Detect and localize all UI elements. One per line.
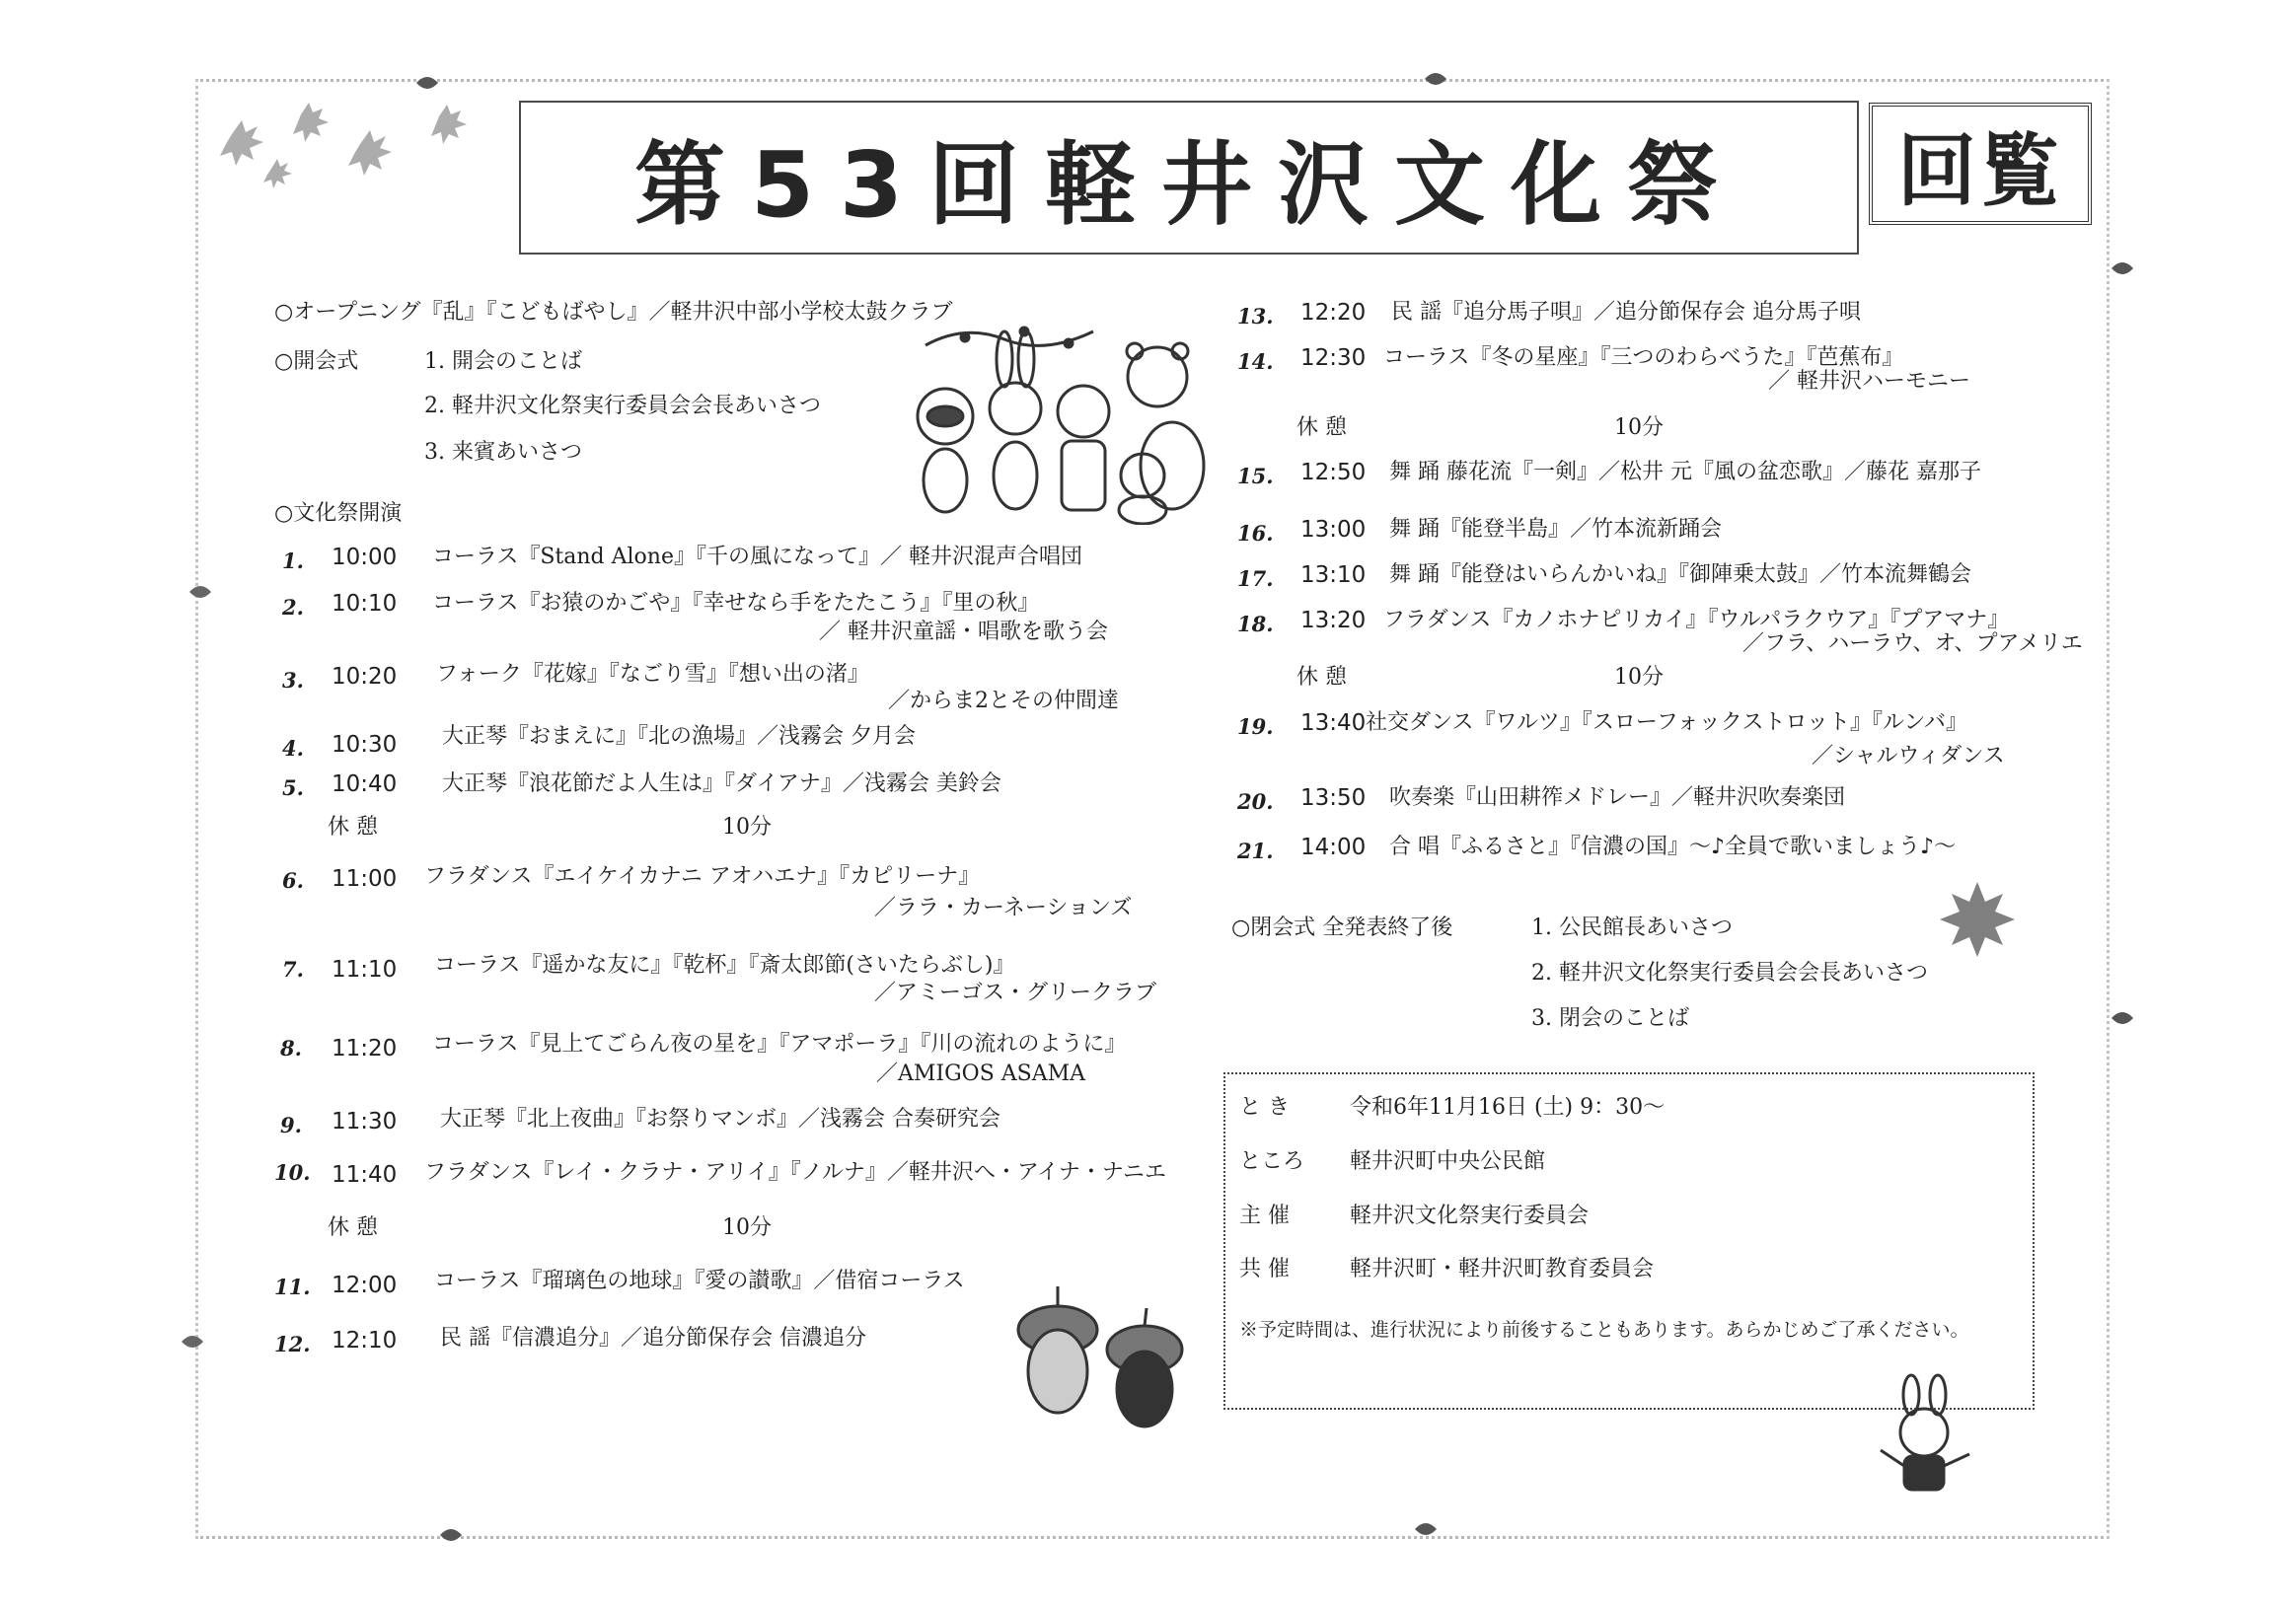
info-value-organizer: 軽井沢文化祭実行委員会 <box>1350 1204 1590 1228</box>
break-duration: 10分 <box>722 815 772 840</box>
opening-performance: ○オープニング『乱』『こどもばやし』／軽井沢中部小学校太鼓クラブ <box>274 300 953 325</box>
info-label-date: と き <box>1239 1095 1290 1120</box>
program-number: 21. <box>1237 839 1274 863</box>
program-number: 9. <box>280 1113 302 1137</box>
leaf-icon <box>187 582 213 602</box>
program-item: 大正琴『おまえに』『北の漁場』／浅霧会 夕月会 <box>442 724 916 749</box>
program-time: 11:40 <box>332 1162 398 1188</box>
program-time: 10:10 <box>332 591 398 617</box>
program-time: 12:30 <box>1300 345 1367 371</box>
opening-ceremony-item: 3. 来賓あいさつ <box>424 440 582 465</box>
program-item: コーラス『お猿のかごや』『幸せなら手をたたこう』『里の秋』 <box>432 591 1040 616</box>
program-item: 大正琴『北上夜曲』『お祭りマンボ』／浅霧会 合奏研究会 <box>440 1107 1000 1132</box>
opening-ceremony-item: 2. 軽井沢文化祭実行委員会会長あいさつ <box>424 394 821 418</box>
program-performer: ／AMIGOS ASAMA <box>876 1061 1086 1086</box>
program-item: コーラス『見上てごらん夜の星を』『アマポーラ』『川の流れのように』 <box>432 1032 1127 1057</box>
program-time: 13:00 <box>1300 517 1367 543</box>
break-label: 休 憩 <box>328 815 378 840</box>
maple-leaf-icon <box>1936 876 2019 959</box>
program-time: 11:00 <box>332 866 398 892</box>
closing-ceremony-item: 3. 閉会のことば <box>1531 1006 1689 1031</box>
program-item: フラダンス『エイケイカナニ アオハエナ』『カピリーナ』 <box>424 864 981 889</box>
leaf-icon <box>2110 258 2135 278</box>
program-item: コーラス『冬の星座』『三つのわらべうた』『芭蕉布』 <box>1383 345 1904 370</box>
program-performer: ／ララ・カーネーションズ <box>874 896 1133 920</box>
program-number: 10. <box>274 1160 311 1185</box>
program-number: 2. <box>282 595 304 620</box>
program-item: 社交ダンス『ワルツ』『スローフォックストロット』『ルンバ』 <box>1366 710 1967 735</box>
program-time: 13:40 <box>1300 710 1367 736</box>
program-number: 17. <box>1237 566 1274 591</box>
program-number: 15. <box>1237 464 1274 488</box>
info-value-date: 令和6年11月16日 (土) 9：30～ <box>1350 1095 1666 1120</box>
program-item: 民 謡『追分馬子唄』／追分節保存会 追分馬子唄 <box>1391 300 1861 325</box>
program-number: 11. <box>274 1275 311 1299</box>
opening-ceremony-item: 1. 開会のことば <box>424 349 582 374</box>
event-info-box <box>1223 1072 2035 1410</box>
program-number: 8. <box>280 1036 302 1061</box>
program-performer: ／ 軽井沢ハーモニー <box>1768 369 1970 394</box>
program-time: 10:40 <box>332 771 398 797</box>
border-right <box>2107 79 2110 1539</box>
program-time: 11:20 <box>332 1036 398 1061</box>
maple-leaves-corner-icon <box>212 95 508 193</box>
animal-band-illustration <box>906 318 1212 525</box>
program-item: 吹奏楽『山田耕筰メドレー』／軽井沢吹奏楽団 <box>1389 785 1846 810</box>
info-label-venue: ところ <box>1239 1149 1305 1174</box>
program-time: 12:10 <box>332 1328 398 1354</box>
program-number: 12. <box>274 1332 311 1356</box>
leaf-icon <box>414 73 440 93</box>
leaf-icon <box>1413 1519 1439 1539</box>
program-item: コーラス『Stand Alone』『千の風になって』／ 軽井沢混声合唱団 <box>432 545 1082 569</box>
program-item: コーラス『瑠璃色の地球』『愛の讃歌』／借宿コーラス <box>434 1269 965 1293</box>
program-number: 14. <box>1237 349 1274 374</box>
program-item: フラダンス『レイ・クラナ・アリイ』『ノルナ』／軽井沢へ・アイナ・ナニエ <box>424 1160 1166 1185</box>
program-time: 11:30 <box>332 1109 398 1134</box>
program-number: 7. <box>282 957 304 982</box>
leaf-icon <box>1423 69 1448 89</box>
program-performer: ／フラ、ハーラウ、オ、プアメリエ <box>1742 631 2083 656</box>
leaf-icon <box>180 1332 205 1352</box>
program-time: 10:20 <box>332 664 398 690</box>
program-number: 16. <box>1237 521 1274 546</box>
program-number: 13. <box>1237 304 1274 329</box>
program-performer: ／ 軽井沢童謡・唱歌を歌う会 <box>819 620 1108 644</box>
info-label-organizer: 主 催 <box>1239 1204 1290 1228</box>
border-top <box>195 79 2110 82</box>
program-time: 14:00 <box>1300 835 1367 860</box>
break-duration: 10分 <box>1614 415 1664 440</box>
program-number: 5. <box>282 775 304 800</box>
border-left <box>195 79 198 1539</box>
break-label: 休 憩 <box>328 1215 378 1240</box>
program-time: 13:50 <box>1300 785 1367 811</box>
program-time: 12:20 <box>1300 300 1367 326</box>
program-number: 3. <box>282 668 304 693</box>
program-item: フォーク『花嫁』『なごり雪』『想い出の渚』 <box>436 662 869 687</box>
program-time: 13:10 <box>1300 562 1367 588</box>
program-item: 舞 踊『能登半島』／竹本流新踊会 <box>1389 517 1722 542</box>
program-time: 11:10 <box>332 957 398 983</box>
program-number: 20. <box>1237 789 1274 814</box>
program-item: 大正琴『浪花節だよ人生は』『ダイアナ』／浅霧会 美鈴会 <box>442 771 1001 796</box>
break-label: 休 憩 <box>1296 665 1347 690</box>
event-title: 第53回軽井沢文化祭 <box>633 132 1744 238</box>
program-number: 18. <box>1237 612 1274 636</box>
program-item: コーラス『遥かな友に』『乾杯』『斎太郎節(さいたらぶし)』 <box>434 953 1015 978</box>
info-label-cosponsor: 共 催 <box>1239 1257 1290 1281</box>
program-time: 10:30 <box>332 732 398 758</box>
break-duration: 10分 <box>1614 665 1664 690</box>
program-item: 民 謡『信濃追分』／追分節保存会 信濃追分 <box>440 1326 866 1351</box>
info-value-cosponsor: 軽井沢町・軽井沢町教育委員会 <box>1350 1257 1655 1281</box>
rabbit-illustration <box>1867 1373 1985 1511</box>
program-time: 12:50 <box>1300 460 1367 485</box>
schedule-note: ※予定時間は、進行状況により前後することもあります。あらかじめご了承ください。 <box>1239 1319 1969 1341</box>
circular-stamp: 回覧 <box>1869 103 2092 225</box>
program-number: 4. <box>282 736 304 761</box>
border-bottom <box>195 1536 2110 1539</box>
program-performer: ／シャルウィダンス <box>1812 744 2005 768</box>
closing-ceremony-label: ○閉会式 全発表終了後 <box>1231 915 1453 940</box>
program-performer: ／からま2とその仲間達 <box>888 689 1119 713</box>
break-duration: 10分 <box>722 1215 772 1240</box>
leaf-icon <box>2110 1008 2135 1028</box>
program-time: 13:20 <box>1300 608 1367 633</box>
program-number: 19. <box>1237 714 1274 739</box>
program-time: 12:00 <box>332 1273 398 1298</box>
closing-ceremony-item: 2. 軽井沢文化祭実行委員会会長あいさつ <box>1531 961 1928 986</box>
program-number: 1. <box>282 549 304 573</box>
program-number: 6. <box>282 868 304 893</box>
leaf-icon <box>438 1525 464 1545</box>
break-label: 休 憩 <box>1296 415 1347 440</box>
program-item: フラダンス『カノホナピリカイ』『ウルパラクウア』『プアマナ』 <box>1383 608 2010 632</box>
closing-ceremony-item: 1. 公民館長あいさつ <box>1531 915 1733 940</box>
program-item: 舞 踊 藤花流『一剣』／松井 元『風の盆恋歌』／藤花 嘉那子 <box>1389 460 1981 484</box>
program-heading: ○文化祭開演 <box>274 501 403 526</box>
program-time: 10:00 <box>332 545 398 570</box>
opening-ceremony-label: ○開会式 <box>274 349 359 374</box>
program-performer: ／アミーゴス・グリークラブ <box>874 981 1157 1005</box>
program-item: 合 唱『ふるさと』『信濃の国』～♪全員で歌いましょう♪～ <box>1389 835 1957 859</box>
program-item: 舞 踊『能登はいらんかいね』『御陣乗太鼓』／竹本流舞鶴会 <box>1389 562 1971 587</box>
acorns-illustration <box>1006 1273 1194 1430</box>
event-title-box <box>519 101 1859 255</box>
info-value-venue: 軽井沢町中央公民館 <box>1350 1149 1546 1174</box>
